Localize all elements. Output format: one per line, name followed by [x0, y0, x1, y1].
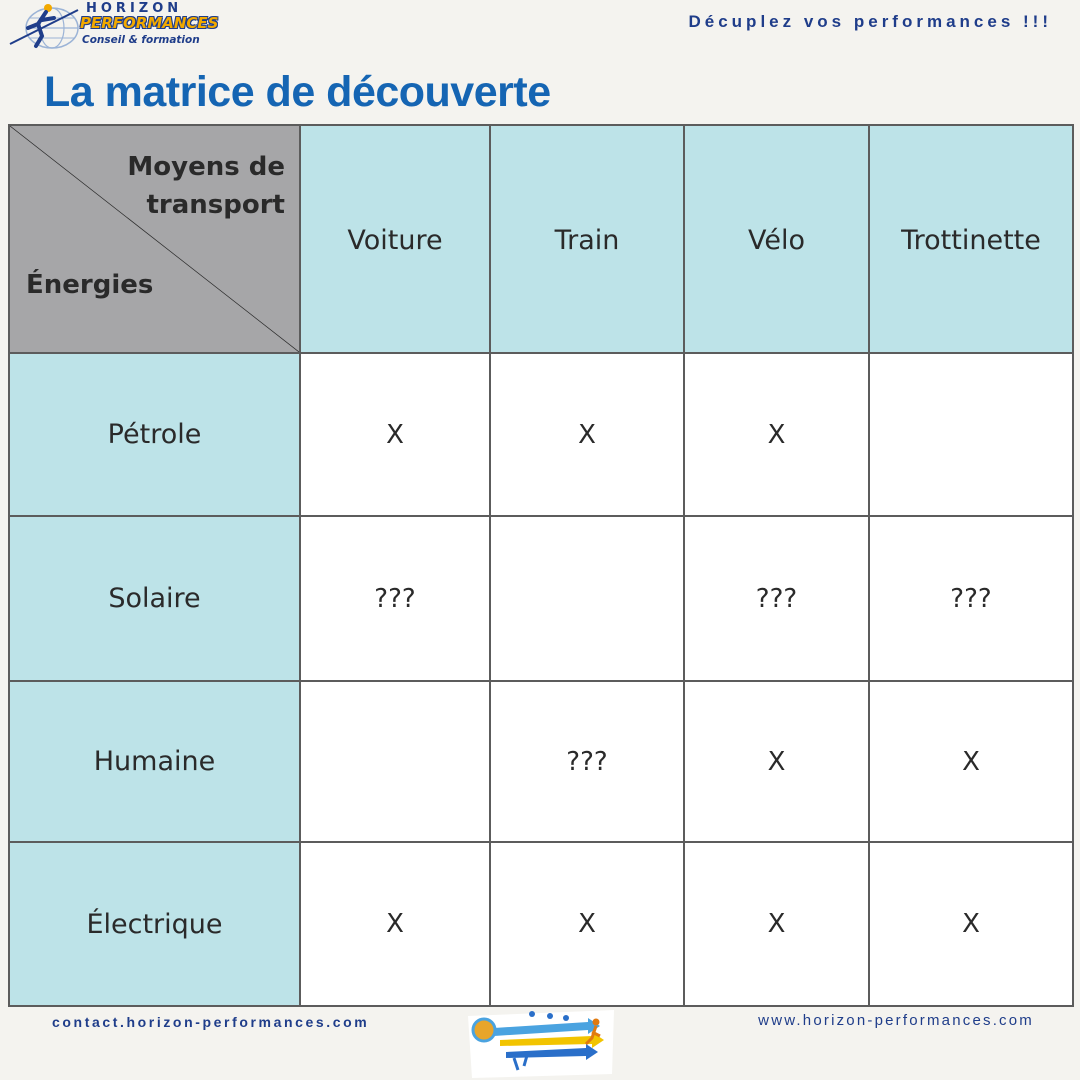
globe-runner-logo-icon [8, 0, 88, 52]
row-header-humaine: Humaine [9, 681, 300, 842]
column-header-train: Train [490, 125, 684, 353]
page-title: La matrice de découverte [44, 68, 551, 116]
column-header-velo: Vélo [684, 125, 869, 353]
matrix-cell: ??? [490, 681, 684, 842]
matrix-cell: X [490, 353, 684, 516]
row-header-petrole: Pétrole [9, 353, 300, 516]
matrix-cell: X [300, 353, 490, 516]
brand-logo [8, 0, 219, 52]
column-header-voiture: Voiture [300, 125, 490, 353]
contact-link[interactable]: contact.horizon-performances.com [52, 1014, 370, 1030]
matrix-cell [490, 516, 684, 681]
discovery-matrix [8, 124, 1074, 1007]
matrix-cell: X [490, 842, 684, 1006]
matrix-row-solaire [9, 516, 1073, 681]
matrix-row-humaine [9, 681, 1073, 842]
matrix-cell: ??? [869, 516, 1073, 681]
matrix-cell: ??? [300, 516, 490, 681]
logo-line-1: HORIZON [86, 1, 183, 16]
matrix-row-electrique [9, 842, 1073, 1006]
matrix-cell: X [300, 842, 490, 1006]
matrix-cell [869, 353, 1073, 516]
matrix-cell: X [684, 842, 869, 1006]
matrix-cell: X [869, 681, 1073, 842]
matrix-corner-cell [9, 125, 300, 353]
matrix-cell: X [869, 842, 1073, 1006]
matrix-cell [300, 681, 490, 842]
row-axis-label: Énergies [26, 270, 154, 300]
tagline: Décuplez vos performances !!! [688, 12, 1052, 31]
runners-arrows-icon [466, 1008, 616, 1078]
website-link[interactable]: www.horizon-performances.com [758, 1012, 1034, 1029]
row-header-electrique: Électrique [9, 842, 300, 1006]
column-axis-label: Moyens de transport [127, 152, 285, 220]
row-header-solaire: Solaire [9, 516, 300, 681]
logo-line-2: PERFORMANCES [80, 14, 219, 32]
matrix-cell: X [684, 681, 869, 842]
column-header-trottinette: Trottinette [869, 125, 1073, 353]
matrix-cell: X [684, 353, 869, 516]
matrix-cell: ??? [684, 516, 869, 681]
matrix-row-petrole [9, 353, 1073, 516]
logo-line-3: Conseil & formation [82, 34, 200, 46]
header-row [9, 125, 1073, 353]
